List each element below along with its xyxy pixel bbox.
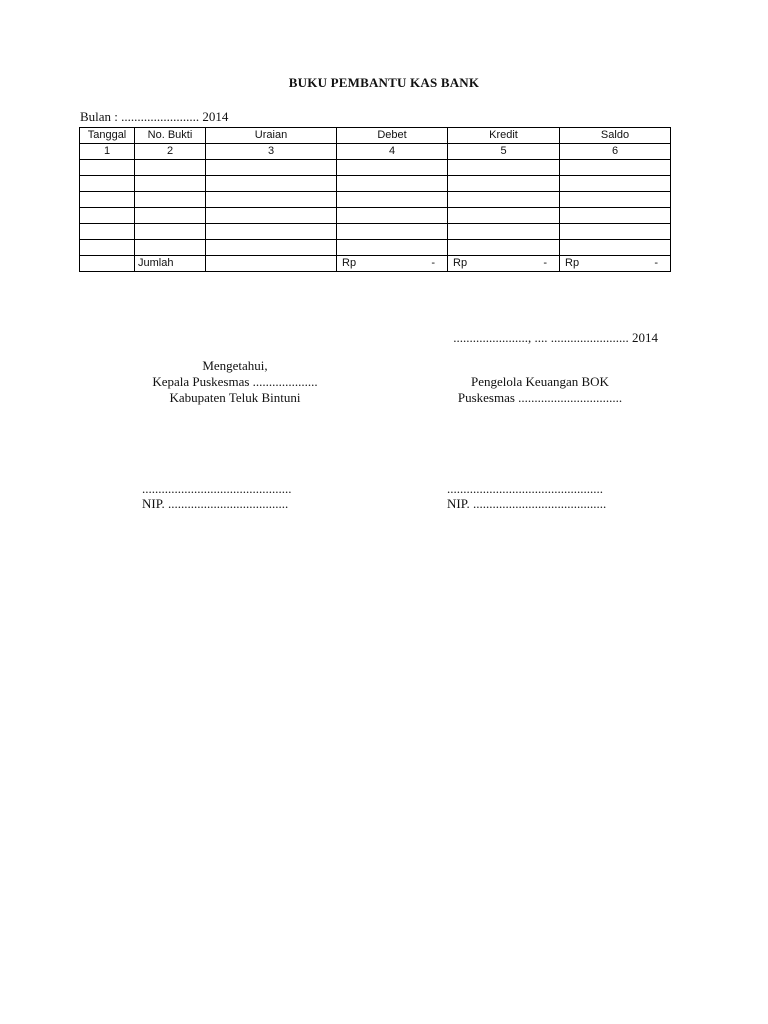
ledger-cell [135,176,206,192]
ledger-cell [560,240,671,256]
header-kredit: Kredit [448,128,560,144]
left-name-line: .............................................. [142,481,292,496]
ledger-cell [337,176,448,192]
ledger-cell [448,192,560,208]
total-label: Jumlah [135,256,206,272]
currency-label: Rp [342,257,357,269]
amount-value: - [543,257,547,269]
column-number: 4 [337,144,448,160]
document-title: BUKU PEMBANTU KAS BANK [288,75,480,90]
ledger-cell [337,240,448,256]
ledger-row [80,208,671,224]
ledger-cell [560,192,671,208]
column-number: 3 [206,144,337,160]
ledger-cell [80,208,135,224]
total-empty-cell [206,256,337,272]
ledger-row [80,192,671,208]
header-debet: Debet [337,128,448,144]
ledger-cell [206,224,337,240]
column-number: 2 [135,144,206,160]
amount-value: - [431,257,435,269]
ledger-cell [80,224,135,240]
month-line: Bulan : ........................ 2014 [80,109,229,124]
ledger-cell [206,192,337,208]
column-number: 5 [448,144,560,160]
ledger-cell [337,192,448,208]
ledger-cell [80,160,135,176]
right-name-line: ................................................ [447,481,603,496]
ledger-cell [135,160,206,176]
ledger-table [79,127,671,272]
ledger-cell [560,224,671,240]
total-row [80,256,671,272]
left-region: Kabupaten Teluk Bintuni [169,390,301,405]
ledger-cell [337,208,448,224]
ledger-cell [337,160,448,176]
ledger-cell [448,240,560,256]
right-signature-block [440,374,640,406]
place-date-line: ......................., .... ........................ 2014 [453,330,658,345]
ledger-cell [560,160,671,176]
right-unit: Puskesmas ................................ [457,390,623,405]
total-empty-cell [80,256,135,272]
ledger-row [80,176,671,192]
acknowledged-label: Mengetahui, [202,358,268,373]
ledger-cell [448,224,560,240]
ledger-cell [80,240,135,256]
ledger-cell [206,240,337,256]
ledger-cell [135,208,206,224]
ledger-cell [206,208,337,224]
ledger-cell [135,224,206,240]
total-saldo [560,256,671,272]
ledger-cell [337,224,448,240]
amount-value: - [654,257,658,269]
ledger-cell [80,176,135,192]
total-kredit [448,256,560,272]
column-number: 6 [560,144,671,160]
ledger-cell [448,160,560,176]
ledger-row [80,224,671,240]
ledger-cell [560,176,671,192]
ledger-cell [135,240,206,256]
header-no-bukti: No. Bukti [135,128,206,144]
ledger-row [80,240,671,256]
ledger-cell [206,176,337,192]
header-uraian: Uraian [206,128,337,144]
column-number: 1 [80,144,135,160]
left-nip-line: NIP. ..................................... [142,496,289,511]
left-position: Kepala Puskesmas .................... [152,374,318,389]
ledger-cell [448,208,560,224]
currency-label: Rp [453,257,468,269]
ledger-cell [135,192,206,208]
ledger-cell [448,176,560,192]
ledger-cell [560,208,671,224]
header-saldo: Saldo [560,128,671,144]
header-row [80,128,671,144]
total-debet [337,256,448,272]
currency-label: Rp [565,257,580,269]
left-signature-block [110,358,360,406]
ledger-row [80,160,671,176]
header-tanggal: Tanggal [80,128,135,144]
column-number-row [80,144,671,160]
ledger-cell [206,160,337,176]
right-nip-line: NIP. ......................................... [447,496,607,511]
ledger-cell [80,192,135,208]
right-position: Pengelola Keuangan BOK [471,374,609,389]
